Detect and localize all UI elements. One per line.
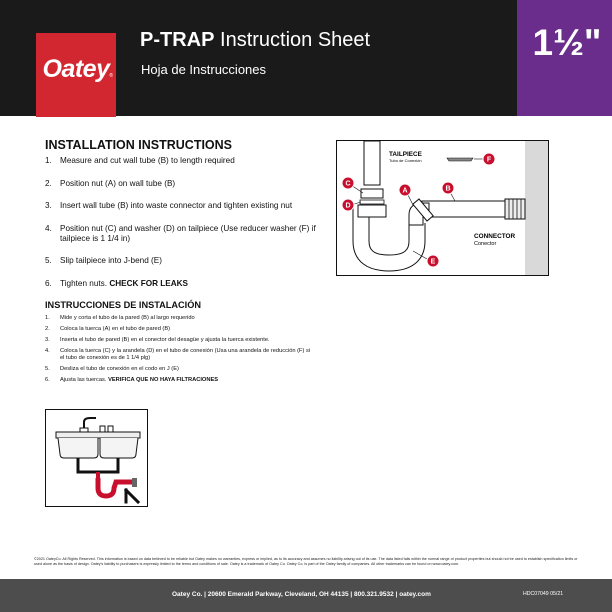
callout-f xyxy=(483,153,495,165)
spanish-step xyxy=(45,348,315,362)
spanish-step xyxy=(45,366,315,373)
step-text: Tighten nuts. xyxy=(60,278,110,288)
spanish-step xyxy=(45,377,315,384)
sink-illustration-svg xyxy=(46,410,147,506)
countertop-shape xyxy=(56,432,140,438)
pointer-arrow-icon xyxy=(126,490,138,502)
wall-outlet-shape xyxy=(132,478,137,487)
step-number: 2. xyxy=(45,178,52,188)
callout-d xyxy=(342,199,354,211)
step-number: 1. xyxy=(45,315,50,321)
connector-sublabel: Conector xyxy=(474,241,497,247)
spanish-step xyxy=(45,326,315,333)
wall-tube-b xyxy=(422,201,505,217)
english-step xyxy=(45,179,335,189)
callout-e-letter: E xyxy=(430,258,436,266)
right-basin-shape xyxy=(100,438,138,458)
step-text: Coloca la tuerca (C) y la arandela (D) en el tubo de conexión (Usa una arandela de reducción (F) si el tubo de conexión es de 1 1/4 plg) xyxy=(60,348,311,361)
tailpiece-tube xyxy=(364,141,380,185)
left-basin-shape xyxy=(58,438,98,458)
english-step xyxy=(45,201,335,211)
english-steps-list xyxy=(45,156,335,301)
ptrap-diagram-svg xyxy=(337,141,548,275)
callout-d-letter: D xyxy=(345,202,351,210)
footer-bar xyxy=(0,579,612,612)
step-number: 2. xyxy=(45,326,50,332)
washer-d-shape xyxy=(360,200,384,204)
connector-fitting xyxy=(505,199,525,219)
installation-heading: INSTALLATION INSTRUCTIONS xyxy=(45,138,233,152)
j-bend-coupling xyxy=(358,205,386,217)
step-number: 6. xyxy=(45,278,52,288)
step-text: Position nut (C) and washer (D) on tailpiece (Use reducer washer (F) if tailpiece is 1 1/4 in) xyxy=(60,223,316,243)
english-step xyxy=(45,224,335,244)
ptrap-parts-diagram xyxy=(336,140,549,276)
spanish-steps-list xyxy=(45,315,315,388)
instrucciones-heading: INSTRUCCIONES DE INSTALACIÓN xyxy=(45,300,202,310)
step-number: 6. xyxy=(45,377,50,383)
footer-document-code: HDC07049 05/21 xyxy=(523,591,564,597)
step-emphasis: CHECK FOR LEAKS xyxy=(109,278,189,288)
step-emphasis: VERIFICA QUE NO HAYA FILTRACIONES xyxy=(108,377,219,383)
step-text: Inserta el tubo de pared (B) en el conector del desagüe y ajusta la tuerca existente. xyxy=(60,337,270,343)
step-text: Desliza el tubo de conexión en el codo en J (E) xyxy=(60,366,179,372)
sink-illustration xyxy=(45,409,148,507)
step-text: Measure and cut wall tube (B) to length required xyxy=(60,156,235,165)
step-text: Insert wall tube (B) into waste connector and tighten existing nut xyxy=(60,201,293,210)
wall-shape xyxy=(525,141,548,275)
crossover-pipe xyxy=(78,468,118,472)
step-number: 5. xyxy=(45,256,52,265)
oatey-logo xyxy=(36,33,116,117)
spanish-step xyxy=(45,315,315,322)
page-title xyxy=(140,29,370,52)
step-text: Coloca la tuerca (A) en el tubo de pared (B) xyxy=(60,326,171,332)
callout-e xyxy=(427,255,439,267)
nut-c-shape xyxy=(361,189,383,198)
page-subtitle: Hoja de Instrucciones xyxy=(141,62,267,77)
english-step xyxy=(45,279,335,289)
step-text: Position nut (A) on wall tube (B) xyxy=(60,178,176,188)
faucet-icon xyxy=(80,418,113,432)
reducer-washer-f xyxy=(447,158,473,161)
step-number: 4. xyxy=(45,348,50,354)
english-step xyxy=(45,256,335,266)
title-rest: Instruction Sheet xyxy=(214,29,371,51)
tailpiece-label: TAILPIECE xyxy=(389,151,422,158)
callout-a xyxy=(399,184,411,196)
title-bold: P-TRAP xyxy=(140,29,215,51)
step-text: Slip tailpiece into J-bend (E) xyxy=(60,256,162,265)
logo-text: Oatey xyxy=(42,55,110,83)
connector-label: CONNECTOR xyxy=(474,233,516,240)
callout-b-letter: B xyxy=(445,185,451,193)
callout-a-letter: A xyxy=(402,187,408,195)
logo-registered-mark: ® xyxy=(109,73,113,79)
step-number: 3. xyxy=(45,337,50,343)
step-text: Ajusta las tuercas. xyxy=(60,377,109,383)
callout-b xyxy=(442,182,454,194)
english-step xyxy=(45,156,335,166)
callout-f-letter: F xyxy=(486,156,492,164)
size-label: 1½" xyxy=(532,22,602,63)
callout-c xyxy=(342,177,354,189)
step-text: Mide y corta el tubo de la pared (B) al largo requerido xyxy=(60,315,195,321)
step-number: 5. xyxy=(45,366,50,372)
tailpiece-sublabel: Tubo de Conexión xyxy=(389,158,422,163)
footer-contact: Oatey Co. | 20600 Emerald Parkway, Cleveland, OH 44135 | 800.321.9532 | oatey.com xyxy=(172,591,431,598)
step-number: 4. xyxy=(45,223,52,233)
copyright-notice: ©2021 OateyCo. All Rights Reserved. This information is based on data believed to be reliable but Oatey makes no warranties, express or implied, as to its accuracy and assumes no liability arising out of its use. The data listed falls within the normal range of product properties but should not be used to establish specification limits or used alone as the basis of design. Oatey's liability to purchasers is expressly limited to the terms and conditions of sale. Oatey is a trademark of Oatey Co. Oatey Co. is part of the Oatey family of companies. All other trademarks can be found on www.oatey.com. xyxy=(34,557,578,566)
step-number: 3. xyxy=(45,201,52,210)
callout-c-letter: C xyxy=(345,180,351,188)
step-number: 1. xyxy=(45,156,52,165)
spanish-step xyxy=(45,337,315,344)
